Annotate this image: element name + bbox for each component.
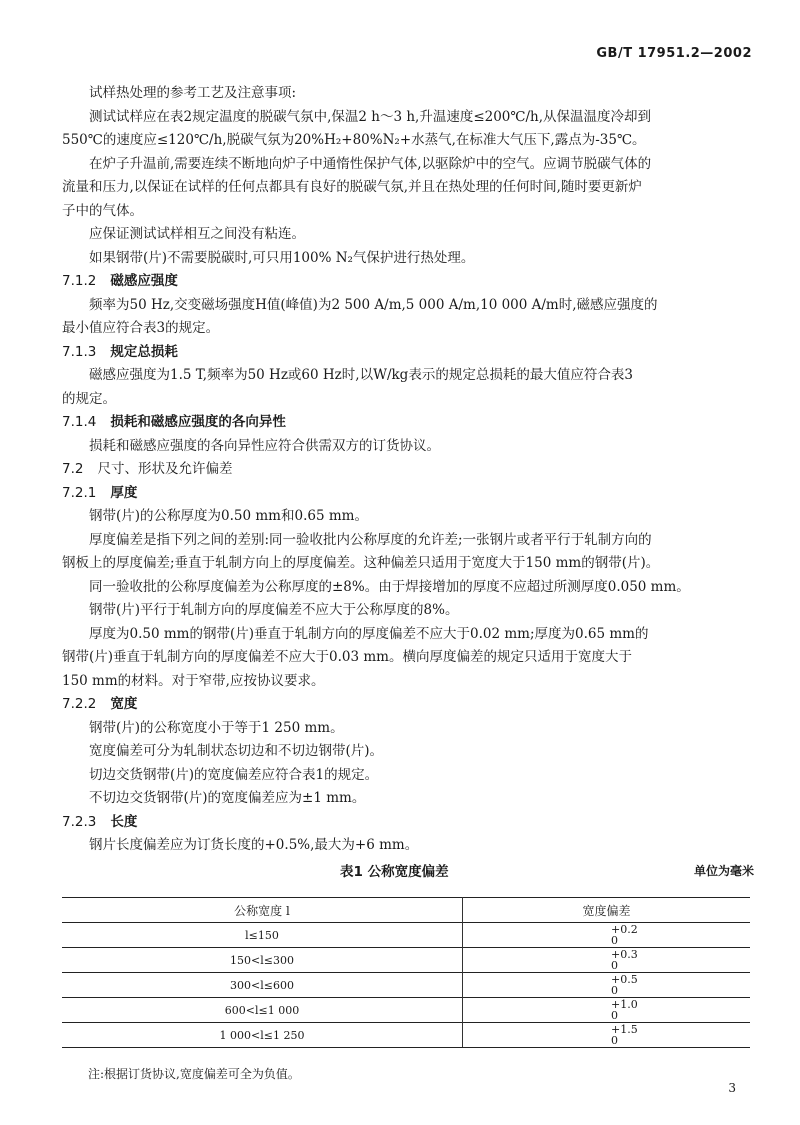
section-number: 7.2.3	[62, 813, 97, 830]
section-number: 7.2	[62, 461, 84, 477]
deviation-cell	[463, 948, 751, 973]
width-cell: 1 000<l≤1 250	[62, 1023, 463, 1048]
paragraph: 子中的气体。	[62, 202, 143, 219]
table-caption: 表1 公称宽度偏差	[340, 863, 449, 880]
section-number: 7.2.2	[62, 696, 97, 712]
header-width-deviation: 宽度偏差	[463, 898, 751, 923]
page-number: 3	[728, 1081, 736, 1095]
table-header-row	[62, 898, 750, 923]
deviation-upper: +0.2	[611, 923, 638, 936]
section-title: 宽度	[110, 696, 138, 712]
paragraph: 最小值应符合表3的规定。	[62, 320, 220, 336]
paragraph: 厚度为0.50 mm的钢带(片)垂直于轧制方向的厚度偏差不应大于0.02 mm;厚度为0.65 mm的	[89, 625, 649, 642]
section-heading-7-2-3	[62, 811, 754, 835]
table-caption-row	[62, 860, 754, 882]
standard-code: GB/T 17951.2—2002	[596, 46, 752, 61]
body-text	[62, 82, 754, 882]
section-title: 尺寸、形状及允许偏差	[97, 461, 233, 477]
deviation-lower: 0	[611, 934, 618, 947]
paragraph: 切边交货钢带(片)的宽度偏差应符合表1的规定。	[89, 766, 379, 783]
deviation-lower: 0	[611, 959, 618, 972]
deviation-upper: +0.5	[611, 973, 638, 986]
table-row	[62, 1023, 750, 1048]
section-title: 损耗和磁感应强度的各向异性	[110, 414, 286, 430]
table-unit: 单位为毫米	[693, 863, 754, 878]
paragraph: 150 mm的材料。对于窄带,应按协议要求。	[62, 672, 325, 689]
section-number: 7.1.2	[62, 273, 97, 289]
paragraph: 应保证测试试样相互之间没有粘连。	[89, 226, 305, 242]
width-cell: 600<l≤1 000	[62, 998, 463, 1023]
paragraph: 频率为50 Hz,交变磁场强度H值(峰值)为2 500 A/m,5 000 A/m,10 000 A/m时,磁感应强度的	[89, 296, 658, 313]
section-title: 厚度	[110, 484, 138, 501]
paragraph: 的规定。	[62, 390, 116, 407]
section-heading-7-1-3	[62, 341, 754, 365]
table-row	[62, 923, 750, 948]
section-heading-7-1-4	[62, 411, 754, 435]
paragraph: 同一验收批的公称厚度偏差为公称厚度的±8%。由于焊接增加的厚度不应超过所测厚度0.050 mm。	[89, 578, 690, 595]
deviation-lower: 0	[611, 1034, 618, 1047]
paragraph: 磁感应强度为1.5 T,频率为50 Hz或60 Hz时,以W/kg表示的规定总损耗的最大值应符合表3	[89, 367, 633, 383]
deviation-cell	[463, 923, 751, 948]
paragraph: 如果钢带(片)不需要脱碳时,可只用100% N₂气保护进行热处理。	[89, 249, 475, 266]
paragraph: 钢片长度偏差应为订货长度的+0.5%,最大为+6 mm。	[89, 837, 419, 853]
width-deviation-table	[62, 897, 750, 1048]
paragraph: 不切边交货钢带(片)的宽度偏差应为±1 mm。	[89, 790, 366, 806]
width-cell: l≤150	[62, 923, 463, 948]
deviation-cell	[463, 973, 751, 998]
table-row	[62, 973, 750, 998]
paragraph: 试样热处理的参考工艺及注意事项:	[89, 85, 297, 101]
paragraph: 厚度偏差是指下列之间的差别:同一验收批内公称厚度的允许差;一张钢片或者平行于轧制方向的	[89, 531, 652, 548]
paragraph: 钢带(片)的公称宽度小于等于1 250 mm。	[89, 719, 344, 736]
section-heading-7-2-2	[62, 693, 754, 717]
paragraph: 损耗和磁感应强度的各向异性应符合供需双方的订货协议。	[89, 437, 440, 454]
deviation-cell	[463, 998, 751, 1023]
section-number: 7.1.3	[62, 343, 97, 360]
section-heading-7-2	[62, 458, 754, 482]
section-number: 7.1.4	[62, 414, 97, 430]
deviation-cell	[463, 1023, 751, 1048]
deviation-upper: +1.0	[611, 998, 638, 1011]
width-cell: 150<l≤300	[62, 948, 463, 973]
section-title: 规定总损耗	[110, 343, 178, 360]
table-note: 注:根据订货协议,宽度偏差可全为负值。	[88, 1067, 300, 1081]
header-nominal-width: 公称宽度 l	[62, 898, 463, 923]
table-row	[62, 998, 750, 1023]
section-heading-7-1-2	[62, 270, 754, 294]
paragraph: 钢带(片)的公称厚度为0.50 mm和0.65 mm。	[89, 508, 368, 524]
paragraph: 流量和压力,以保证在试样的任何点都具有良好的脱碳气氛,并且在热处理的任何时间,随时要更新炉	[62, 179, 642, 195]
paragraph: 550℃的速度应≤120℃/h,脱碳气氛为20%H₂+80%N₂+水蒸气,在标准大气压下,露点为-35℃。	[62, 132, 646, 148]
section-title: 长度	[110, 813, 138, 830]
paragraph: 钢板上的厚度偏差;垂直于轧制方向上的厚度偏差。这种偏差只适用于宽度大于150 mm的钢带(片)。	[62, 555, 660, 571]
paragraph: 钢带(片)平行于轧制方向的厚度偏差不应大于公称厚度的8%。	[89, 602, 459, 618]
paragraph: 钢带(片)垂直于轧制方向的厚度偏差不应大于0.03 mm。横向厚度偏差的规定只适用于宽度大于	[62, 649, 632, 665]
deviation-lower: 0	[611, 984, 618, 997]
width-cell: 300<l≤600	[62, 973, 463, 998]
section-number: 7.2.1	[62, 484, 97, 501]
deviation-upper: +0.3	[611, 948, 638, 961]
section-title: 磁感应强度	[110, 273, 178, 289]
paragraph: 测试试样应在表2规定温度的脱碳气氛中,保温2 h～3 h,升温速度≤200℃/h,从保温温度冷却到	[89, 108, 652, 125]
paragraph: 在炉子升温前,需要连续不断地向炉子中通惰性保护气体,以驱除炉中的空气。应调节脱碳气体的	[89, 155, 652, 172]
section-heading-7-2-1	[62, 482, 754, 506]
table-row	[62, 948, 750, 973]
deviation-upper: +1.5	[611, 1023, 638, 1036]
paragraph: 宽度偏差可分为轧制状态切边和不切边钢带(片)。	[89, 743, 384, 759]
deviation-lower: 0	[611, 1009, 618, 1022]
